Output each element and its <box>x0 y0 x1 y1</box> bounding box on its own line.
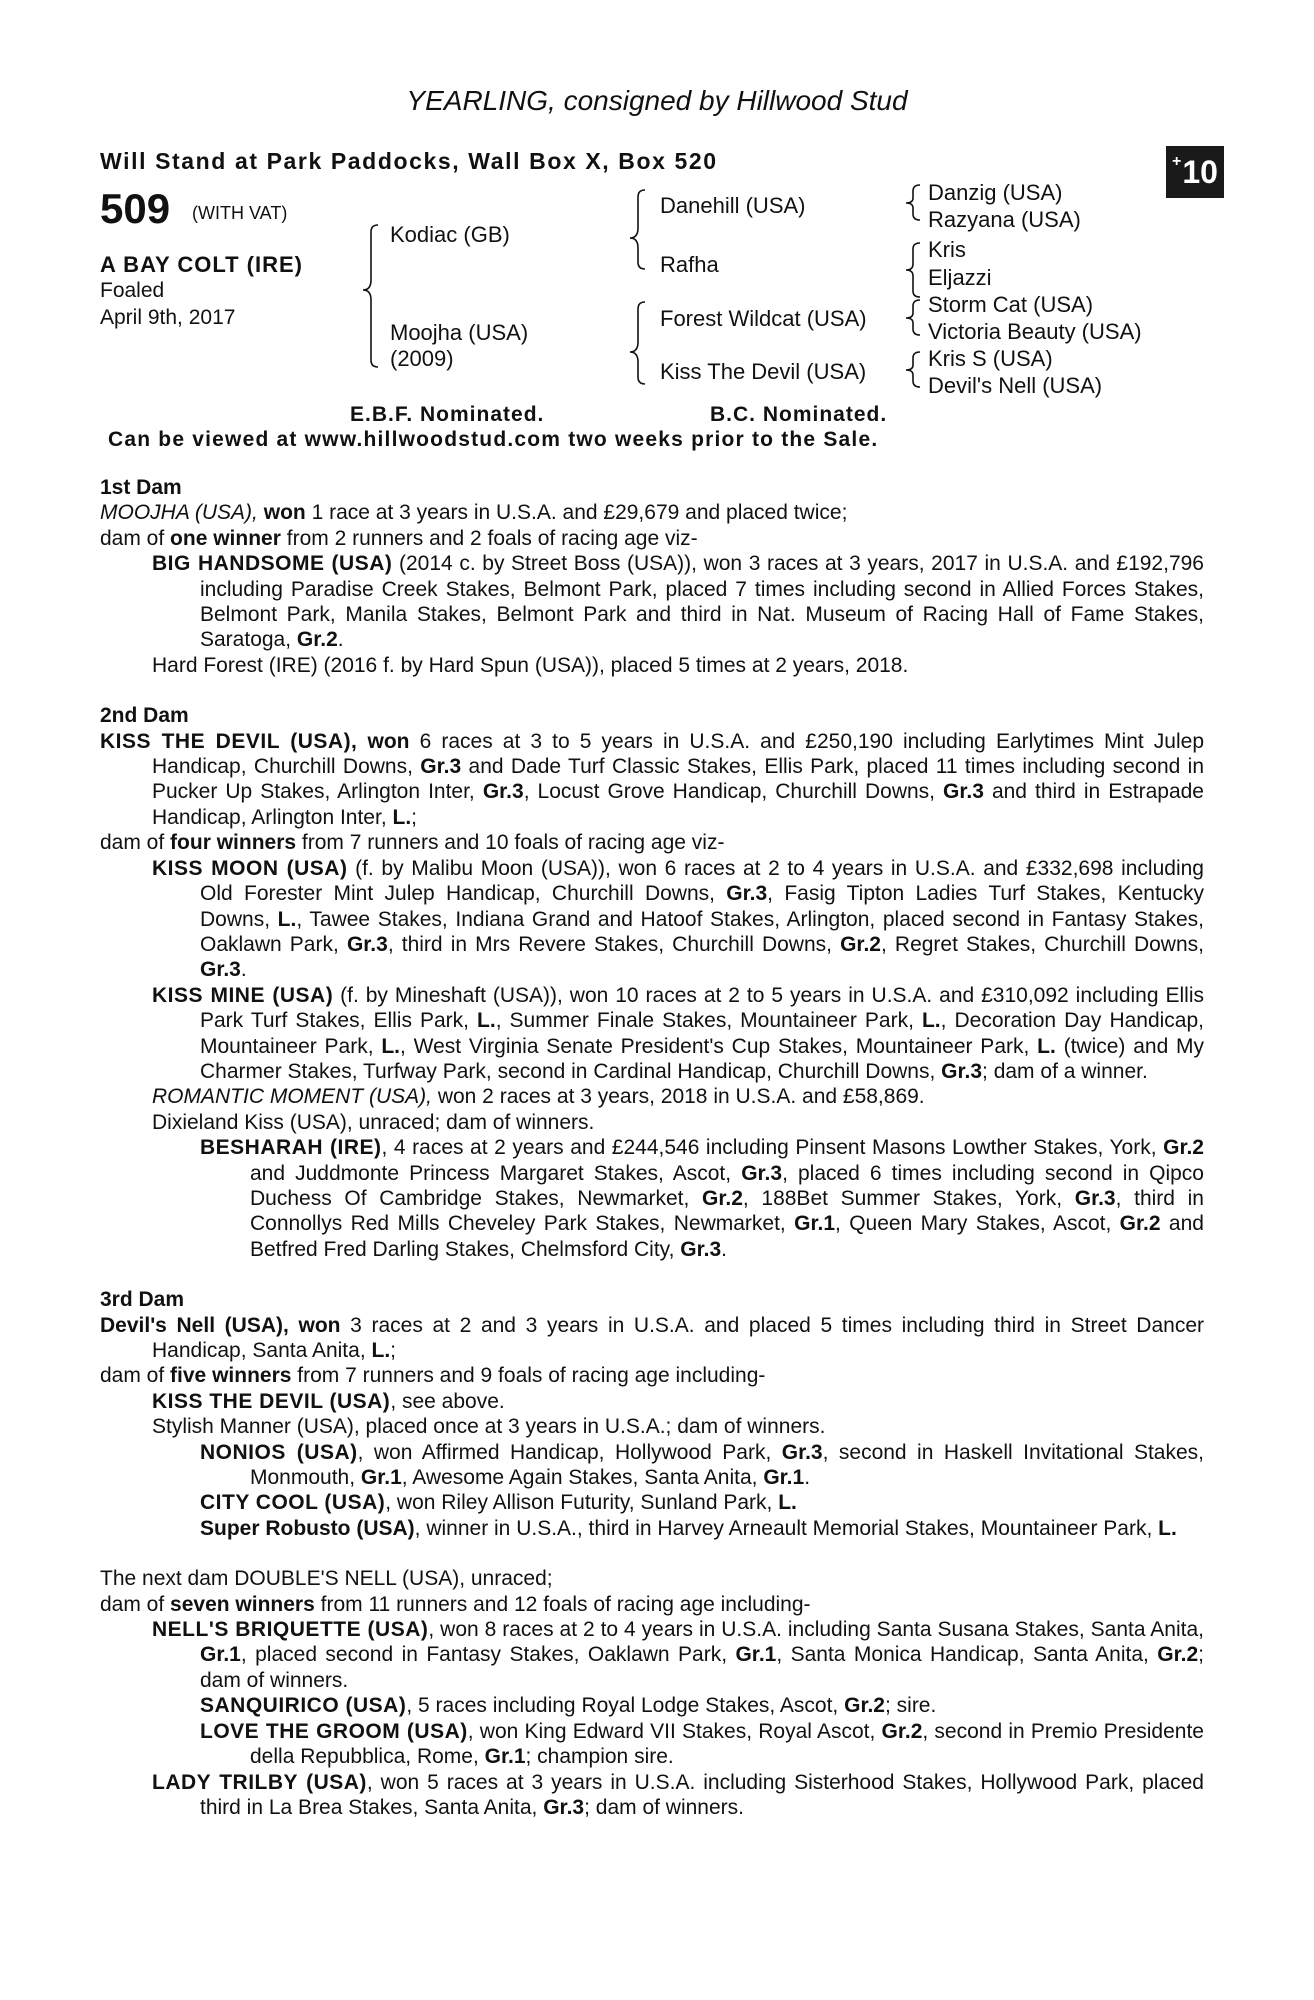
next-dam-produce-summary: dam of seven winners from 11 runners and 12 foals of racing age including- <box>100 1592 811 1616</box>
ebf-nominated: E.B.F. Nominated. <box>350 403 545 426</box>
pedigree-sire: Kodiac (GB) <box>390 222 510 247</box>
third-dam-record: Devil's Nell (USA), won 3 races at 2 and 3 years in U.S.A. and placed 5 times including third in Street Dancer Handicap, Santa Anita, L.; <box>100 1313 1204 1362</box>
lot-description: A BAY COLT (IRE) <box>100 252 304 277</box>
grandproduce-nonios: NONIOS (USA), won Affirmed Handicap, Hollywood Park, Gr.3, second in Haskell Invitational Stakes, Monmouth, Gr.1, Awesome Again Stakes, Santa Anita, Gr.1. <box>200 1440 1204 1490</box>
grandproduce-sanquirico: SANQUIRICO (USA), 5 races including Royal Lodge Stakes, Ascot, Gr.2; sire. <box>200 1694 937 1718</box>
stand-location: Will Stand at Park Paddocks, Wall Box X, Box 520 <box>100 148 718 174</box>
first-dam-produce-summary: dam of one winner from 2 runners and 2 foals of racing age viz- <box>100 526 698 550</box>
produce-lady-trilby: LADY TRILBY (USA), won 5 races at 3 years in U.S.A. including Sisterhood Stakes, Hollywood Park, placed third in La Brea Stakes, Santa Anita, Gr.3; dam of winners. <box>152 1770 1204 1819</box>
pedigree-sire-sire: Danehill (USA) <box>660 193 806 218</box>
grandproduce-love-the-groom: LOVE THE GROOM (USA), won King Edward VII Stakes, Royal Ascot, Gr.2, second in Premio Presidente della Repubblica, Rome, Gr.1; champion sire. <box>200 1719 1204 1769</box>
grandproduce-super-robusto: Super Robusto (USA), winner in U.S.A., third in Harvey Arneault Memorial Stakes, Mountaineer Park, L. <box>200 1516 1177 1540</box>
produce-kiss-mine: KISS MINE (USA) (f. by Mineshaft (USA)), won 10 races at 2 to 5 years in U.S.A. and £310,092 including Ellis Park Turf Stakes, Ellis Park, L., Summer Finale Stakes, Mountaineer Park, L., Decoration Day Handicap, Mountaineer Park, L., West Virginia Senate President's Cup Stakes, Mountaineer Park, L. (twice) and My Charmer Stakes, Turfway Park, second in Cardinal Handicap, Churchill Downs, Gr.3; dam of a winner. <box>152 983 1205 1083</box>
lot-number: 509 <box>100 185 171 232</box>
pedigree-g2: Razyana (USA) <box>928 207 1081 232</box>
produce-romantic-moment: ROMANTIC MOMENT (USA), won 2 races at 3 years, 2018 in U.S.A. and £58,869. <box>152 1085 925 1109</box>
badge-mark: + <box>1172 153 1182 170</box>
produce-dixieland-kiss: Dixieland Kiss (USA), unraced; dam of winners. <box>152 1110 595 1134</box>
pedigree-dam-sire: Forest Wildcat (USA) <box>660 306 867 331</box>
catalogue-title: YEARLING, consigned by Hillwood Stud <box>406 85 908 116</box>
bc-nominated: B.C. Nominated. <box>710 403 888 426</box>
pedigree-dam-year: (2009) <box>390 346 454 371</box>
second-dam-heading: 2nd Dam <box>100 704 189 728</box>
pedigree-g6: Victoria Beauty (USA) <box>928 319 1142 344</box>
pedigree-g5: Storm Cat (USA) <box>928 292 1094 317</box>
third-dam-heading: 3rd Dam <box>100 1288 185 1312</box>
second-dam-produce-summary: dam of four winners from 7 runners and 10 foals of racing age viz- <box>100 831 725 855</box>
pedigree-dam: Moojha (USA) <box>390 320 529 345</box>
next-dam-intro: The next dam DOUBLE'S NELL (USA), unraced; <box>100 1567 553 1591</box>
pedigree-g4: Eljazzi <box>928 265 992 290</box>
second-dam-record: KISS THE DEVIL (USA), won 6 races at 3 to 5 years in U.S.A. and £250,190 including Earlytimes Mint Julep Handicap, Churchill Downs, Gr.3 and Dade Turf Classic Stakes, Ellis Park, placed 11 times including second in Pucker Up Stakes, Arlington Inter, Gr.3, Locust Grove Handicap, Churchill Downs, Gr.3 and third in Estrapade Handicap, Arlington Inter, L.; <box>100 729 1205 829</box>
pedigree-dam-dam: Kiss The Devil (USA) <box>660 359 867 384</box>
catalogue-body <box>100 475 1204 1820</box>
produce-kiss-moon: KISS MOON (USA) (f. by Malibu Moon (USA)), won 6 races at 2 to 4 years in U.S.A. and £332,698 including Old Forester Mint Julep Handicap, Churchill Downs, Gr.3, Fasig Tipton Ladies Turf Stakes, Kentucky Downs, L., Tawee Stakes, Indiana Grand and Hatoof Stakes, Arlington, placed second in Fantasy Stakes, Oaklawn Park, Gr.3, third in Mrs Revere Stakes, Churchill Downs, Gr.2, Regret Stakes, Churchill Downs, Gr.3. <box>152 856 1204 982</box>
viewing-note: Can be viewed at www.hillwoodstud.com two weeks prior to the Sale. <box>108 428 879 451</box>
produce-hard-forest: Hard Forest (IRE) (2016 f. by Hard Spun (USA)), placed 5 times at 2 years, 2018. <box>152 653 909 677</box>
pedigree-g1: Danzig (USA) <box>928 180 1063 205</box>
grandproduce-city-cool: CITY COOL (USA), won Riley Allison Futurity, Sunland Park, L. <box>200 1491 797 1515</box>
foaled-date: April 9th, 2017 <box>100 306 236 329</box>
produce-stylish-manner: Stylish Manner (USA), placed once at 3 years in U.S.A.; dam of winners. <box>152 1415 826 1439</box>
produce-kiss-the-devil: KISS THE DEVIL (USA), see above. <box>152 1389 505 1413</box>
grandproduce-besharah: BESHARAH (IRE), 4 races at 2 years and £244,546 including Pinsent Masons Lowther Stakes, York, Gr.2 and Juddmonte Princess Margaret Stakes, Ascot, Gr.3, placed 6 times including second in Qipco Duchess Of Cambridge Stakes, Newmarket, Gr.2, 188Bet Summer Stakes, York, Gr.3, third in Connollys Red Mills Cheveley Park Stakes, Newmarket, Gr.1, Queen Mary Stakes, Ascot, Gr.2 and Betfred Fred Darling Stakes, Chelmsford City, Gr.3. <box>200 1136 1204 1261</box>
foaled-label: Foaled <box>100 279 165 302</box>
first-dam-record: MOOJHA (USA), won 1 race at 3 years in U.S.A. and £29,679 and placed twice; <box>100 501 848 525</box>
pedigree-g8: Devil's Nell (USA) <box>928 373 1103 398</box>
produce-nells-briquette: NELL'S BRIQUETTE (USA), won 8 races at 2 to 4 years in U.S.A. including Santa Susana Stakes, Santa Anita, Gr.1, placed second in Fantasy Stakes, Oaklawn Park, Gr.1, Santa Monica Handicap, Santa Anita, Gr.2; dam of winners. <box>152 1618 1204 1692</box>
pedigree-sire-dam: Rafha <box>660 252 719 277</box>
third-dam-produce-summary: dam of five winners from 7 runners and 9 foals of racing age including- <box>100 1364 766 1388</box>
pedigree-g3: Kris <box>928 237 966 262</box>
badge-number: 10 <box>1182 153 1218 190</box>
first-dam-heading: 1st Dam <box>100 476 182 499</box>
pedigree-g7: Kris S (USA) <box>928 346 1053 371</box>
vat-note: (WITH VAT) <box>192 203 288 223</box>
produce-big-handsome: BIG HANDSOME (USA) (2014 c. by Street Boss (USA)), won 3 races at 3 years, 2017 in U.S.A. and £192,796 including Paradise Creek Stakes, Belmont Park, placed 7 times including second in Allied Forces Stakes, Belmont Park, Manila Stakes, Belmont Park and third in Nat. Museum of Racing Hall of Fame Stakes, Saratoga, Gr.2. <box>152 552 1204 652</box>
